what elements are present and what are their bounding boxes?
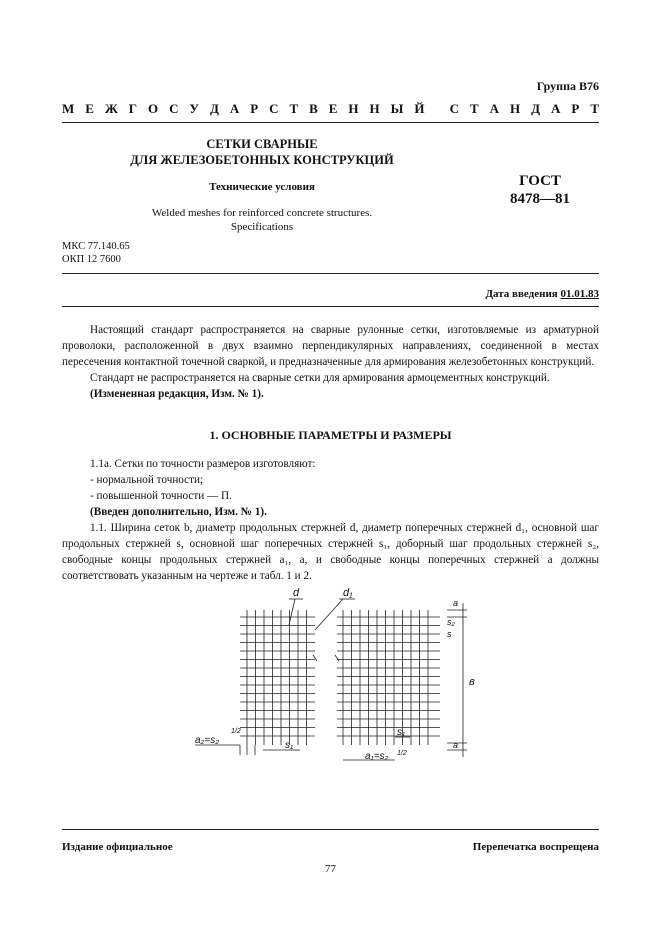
group-code: Группа В76 (536, 79, 599, 93)
intro-amendment-note: (Измененная редакция, Изм. № 1). (90, 388, 264, 400)
section-1-text (62, 456, 599, 584)
header-letter: Е (85, 101, 94, 116)
header-letter: Г (128, 101, 137, 116)
intro-text (62, 322, 599, 402)
label-s1-right: s₁ (397, 727, 406, 738)
section-heading: 1. ОСНОВНЫЕ ПАРАМЕТРЫ И РАЗМЕРЫ (209, 428, 452, 442)
header-letter: Р (250, 101, 259, 116)
header-letter: О (147, 101, 159, 116)
header-letter: Й (414, 101, 425, 116)
header-letter: Д (531, 101, 541, 116)
intro-paragraph-1: Настоящий стандарт распространяется на сварные рулонные сетки, изготовляемые из арматурной проволоки, расположенной в двух взаимно перпендикулярных направлениях, соединенной в местах пересечения контактной точечной сваркой, и предназначенные для армирования железобетонных конструкций. (62, 324, 599, 368)
header-letter: С (269, 101, 279, 116)
title-line-1: СЕТКИ СВАРНЫЕ (206, 137, 318, 151)
english-title (62, 206, 462, 234)
official-edition: Издание официальное (62, 841, 173, 853)
header-letter: Н (369, 101, 380, 116)
title-line-2: ДЛЯ ЖЕЛЕЗОБЕТОННЫХ КОНСТРУКЦИЙ (130, 153, 394, 167)
header-letter: В (309, 101, 318, 116)
gost-label: ГОСТ (519, 173, 561, 189)
item-1a-bullet-2: - повышенной точности — П. (90, 490, 232, 502)
header-letter: У (189, 101, 199, 116)
header-letter: Т (289, 101, 299, 116)
interstate-standard-header (62, 101, 599, 117)
header-letter: Н (348, 101, 359, 116)
classification-codes (62, 240, 130, 266)
item-1-1: 1.1. Ширина сеток b, диаметр продольных стержней d, диаметр поперечных стержней d₁, основной шаг продольных стержней s, основной шаг поперечных стержней s₁, доборный шаг продольных стержней s₂, свободные концы продольных стержней a₁, a, и свободные концы поперечных стержней a должны соответствовать указанным на чертеже и табл. 1 и 2. (62, 522, 599, 582)
document-subtitle: Технические условия (209, 181, 315, 193)
item-1a-note: (Введен дополнительно, Изм. № 1). (90, 506, 267, 518)
gost-number (485, 172, 595, 208)
effective-date (485, 288, 599, 300)
header-letter: А (489, 101, 500, 116)
header-letter: Т (590, 101, 599, 116)
label-half-right: 1/2 (397, 750, 407, 757)
label-a2: a₂=s₂ (195, 735, 220, 746)
codes-rule (62, 273, 599, 274)
header-letter: А (551, 101, 561, 116)
header-letter: А (229, 101, 240, 116)
break-mark (335, 655, 339, 661)
english-title-line-2: Specifications (230, 221, 294, 233)
label-a-top: a (453, 598, 459, 608)
header-gap (435, 101, 438, 117)
header-letter: С (449, 101, 460, 116)
label-half-left: 1/2 (231, 728, 241, 735)
mesh-drawing (185, 585, 485, 775)
header-rule (62, 122, 599, 123)
header-letter: Ж (104, 101, 118, 116)
date-rule (62, 306, 599, 307)
label-d: d (293, 587, 300, 599)
header-letter: Р (571, 101, 580, 116)
header-letter: Д (209, 101, 219, 116)
label-a-bottom: a (453, 740, 459, 750)
intro-paragraph-2: Стандарт не распространяется на сварные сетки для армирования армоцементных конструкций. (90, 372, 550, 384)
header-letter: М (62, 101, 75, 116)
header-letter: Н (510, 101, 521, 116)
item-1a-bullet-1: - нормальной точности; (90, 474, 204, 486)
label-a1: a₁=s₂ (365, 751, 389, 762)
header-letter: Ы (390, 101, 404, 116)
label-s: s (447, 629, 452, 639)
okp-code: ОКП 12 7600 (62, 254, 121, 265)
english-title-line-1: Welded meshes for reinforced concrete structures. (151, 207, 373, 219)
date-label: Дата введения (485, 288, 558, 300)
label-s1-left: s₁ (285, 740, 294, 751)
page-number: 77 (325, 863, 336, 875)
reprint-prohibited: Перепечатка воспрещена (472, 841, 599, 853)
mks-code: МКС 77.140.65 (62, 241, 130, 252)
date-value: 01.01.83 (560, 288, 599, 300)
gost-code: 8478—81 (510, 191, 570, 207)
document-title (62, 136, 462, 168)
label-b: в (469, 676, 475, 688)
break-mark (313, 655, 317, 661)
item-1a: 1.1а. Сетки по точности размеров изготовляют: (90, 458, 316, 470)
footer-rule (62, 829, 599, 830)
header-letter: Е (328, 101, 338, 116)
header-letter: С (169, 101, 179, 116)
label-d1: d₁ (343, 587, 353, 599)
label-s2: s₂ (447, 617, 455, 627)
header-letter: Т (470, 101, 479, 116)
